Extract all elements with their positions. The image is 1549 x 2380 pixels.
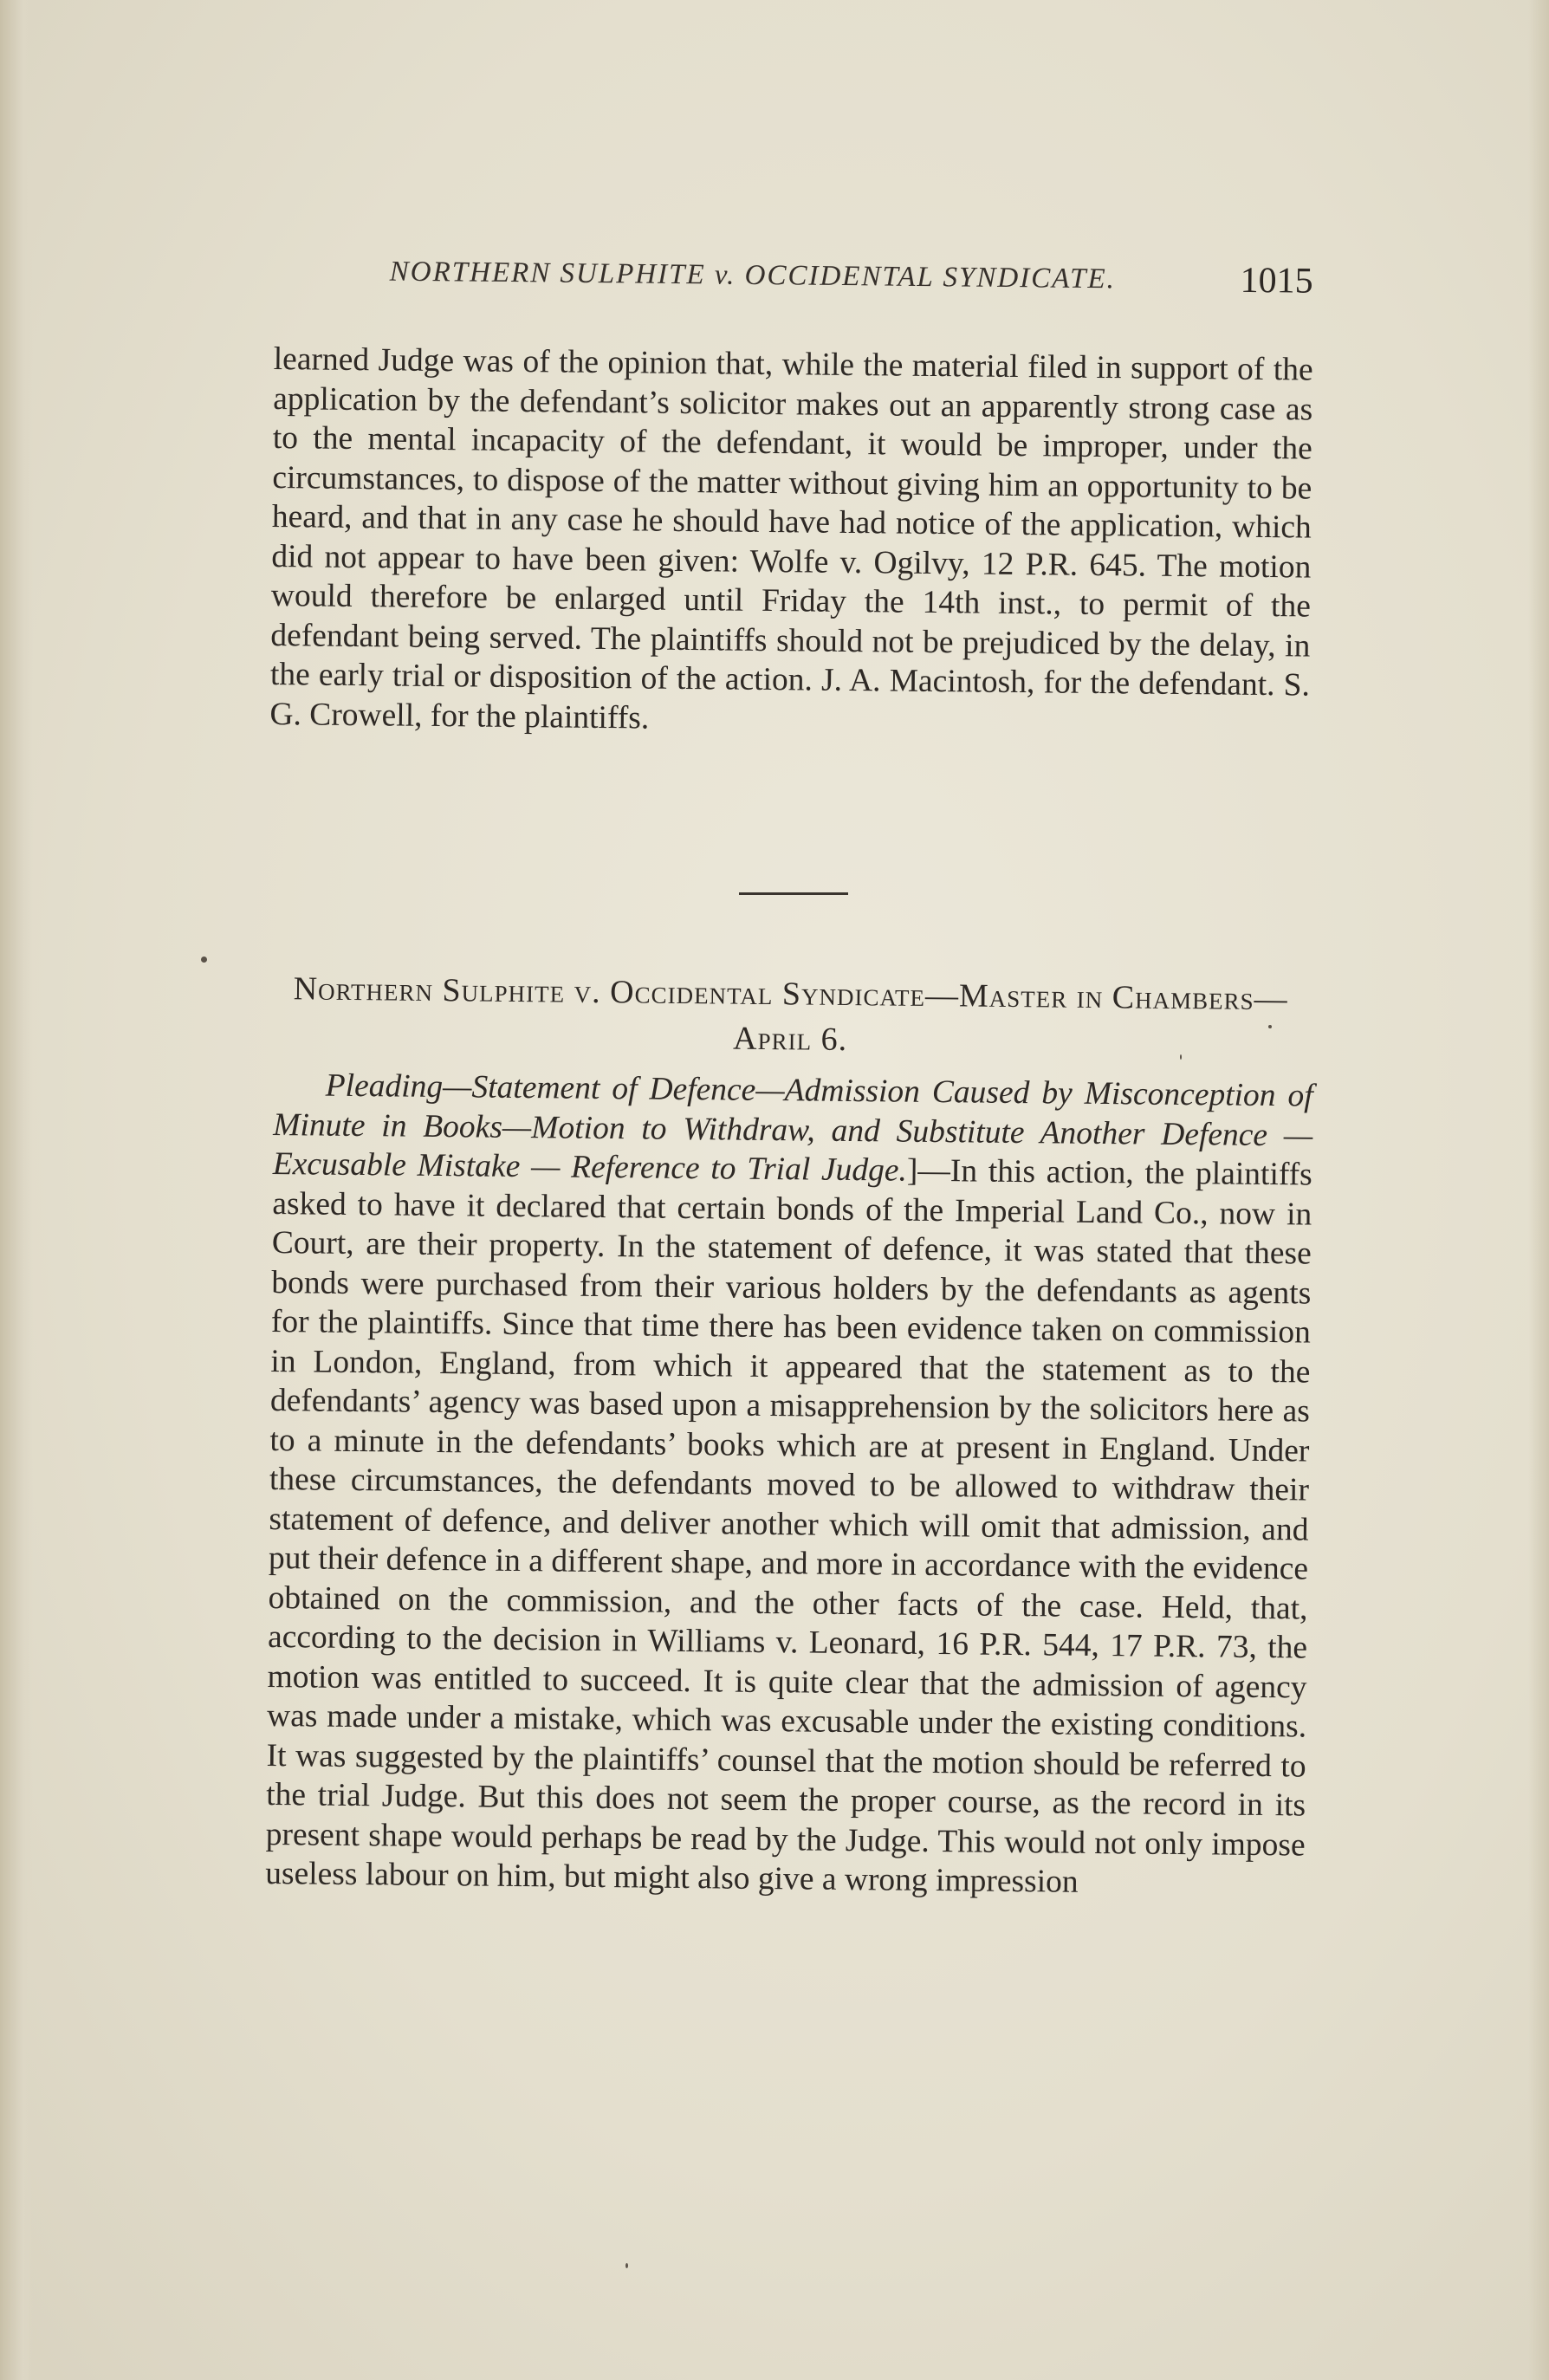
continued-paragraph: learned Judge was of the opinion that, while the material filed in support of the application by the defendant’s solicitor makes out an apparently strong case as to the mental incapacity of the defendant, it would be improper, under the circumstances, to dispose of the matter without giving him an opportunity to be heard, and that in any case he should have had notice of the application, which did not appear to have been given: Wolfe v. Ogilvy, 12 P.R. 645. The motion would therefore be enlarged until Friday the 14th inst., to permit of the defendant being served. The plaintiffs should not be prejudiced by the delay, in the early trial or disposition of the action. J. A. Macintosh, for the defendant. S. G. Crowell, for the plaintiffs. xyxy=(269,340,1313,736)
headnote: Pleading—Statement of Defence—Admission Caused by Misconception of Minute in Books—Motion to Withdraw, and Substitute Another Defence — Excusable Mistake — Reference to Trial Judge. xyxy=(272,1067,1313,1189)
paper-speck xyxy=(1268,1025,1272,1028)
section-divider xyxy=(739,892,848,895)
page-edge-right xyxy=(1528,0,1549,2380)
running-title: NORTHERN SULPHITE v. OCCIDENTAL SYNDICATE. xyxy=(389,256,1117,295)
report-body: ]—In this action, the plaintiffs asked to have it declared that certain bonds of the Imperial Land Co., now in Court, are their property. In the statement of defence, it was stated that these bonds were purchased from their various holders by the defendants as agents for the plaintiffs. Since that time there has been evidence taken on commission in London, England, from which it appeared that the statement as to the defendants’ agency was based upon a misapprehension by the solicitors here as to a minute in the defendants’ books which are at present in England. Under these circumstances, the defendants moved to be allowed to withdraw their statement of defence, and deliver another which will omit that admission, and put their defence in a different shape, and more in accordance with the evidence obtained on the commission, and the other facts of the case. Held, that, according to the decision in Williams v. Leonard, 16 P.R. 544, 17 P.R. 73, the motion was entitled to succeed. It is quite clear that the admission of agency was made under a mistake, which was excusable under the existing conditions. It was suggested by the plaintiffs’ counsel that the motion should be referred to the trial Judge. But this does not seem the proper course, as the record in its present shape would perhaps be read by the Judge. This would not only impose useless labour on him, but might also give a wrong impression xyxy=(265,1152,1312,1900)
paper-speck xyxy=(625,2263,628,2268)
case-report-paragraph xyxy=(265,1066,1313,1904)
page-edge-left xyxy=(0,0,33,2380)
paper-speck xyxy=(1180,1054,1182,1060)
running-head xyxy=(259,250,1313,313)
paper-speck xyxy=(201,957,207,963)
case-title: Northern Sulphite v. Occidental Syndicate—Master in Chambers—April 6. xyxy=(293,970,1288,1058)
page-number: 1015 xyxy=(1240,260,1313,302)
